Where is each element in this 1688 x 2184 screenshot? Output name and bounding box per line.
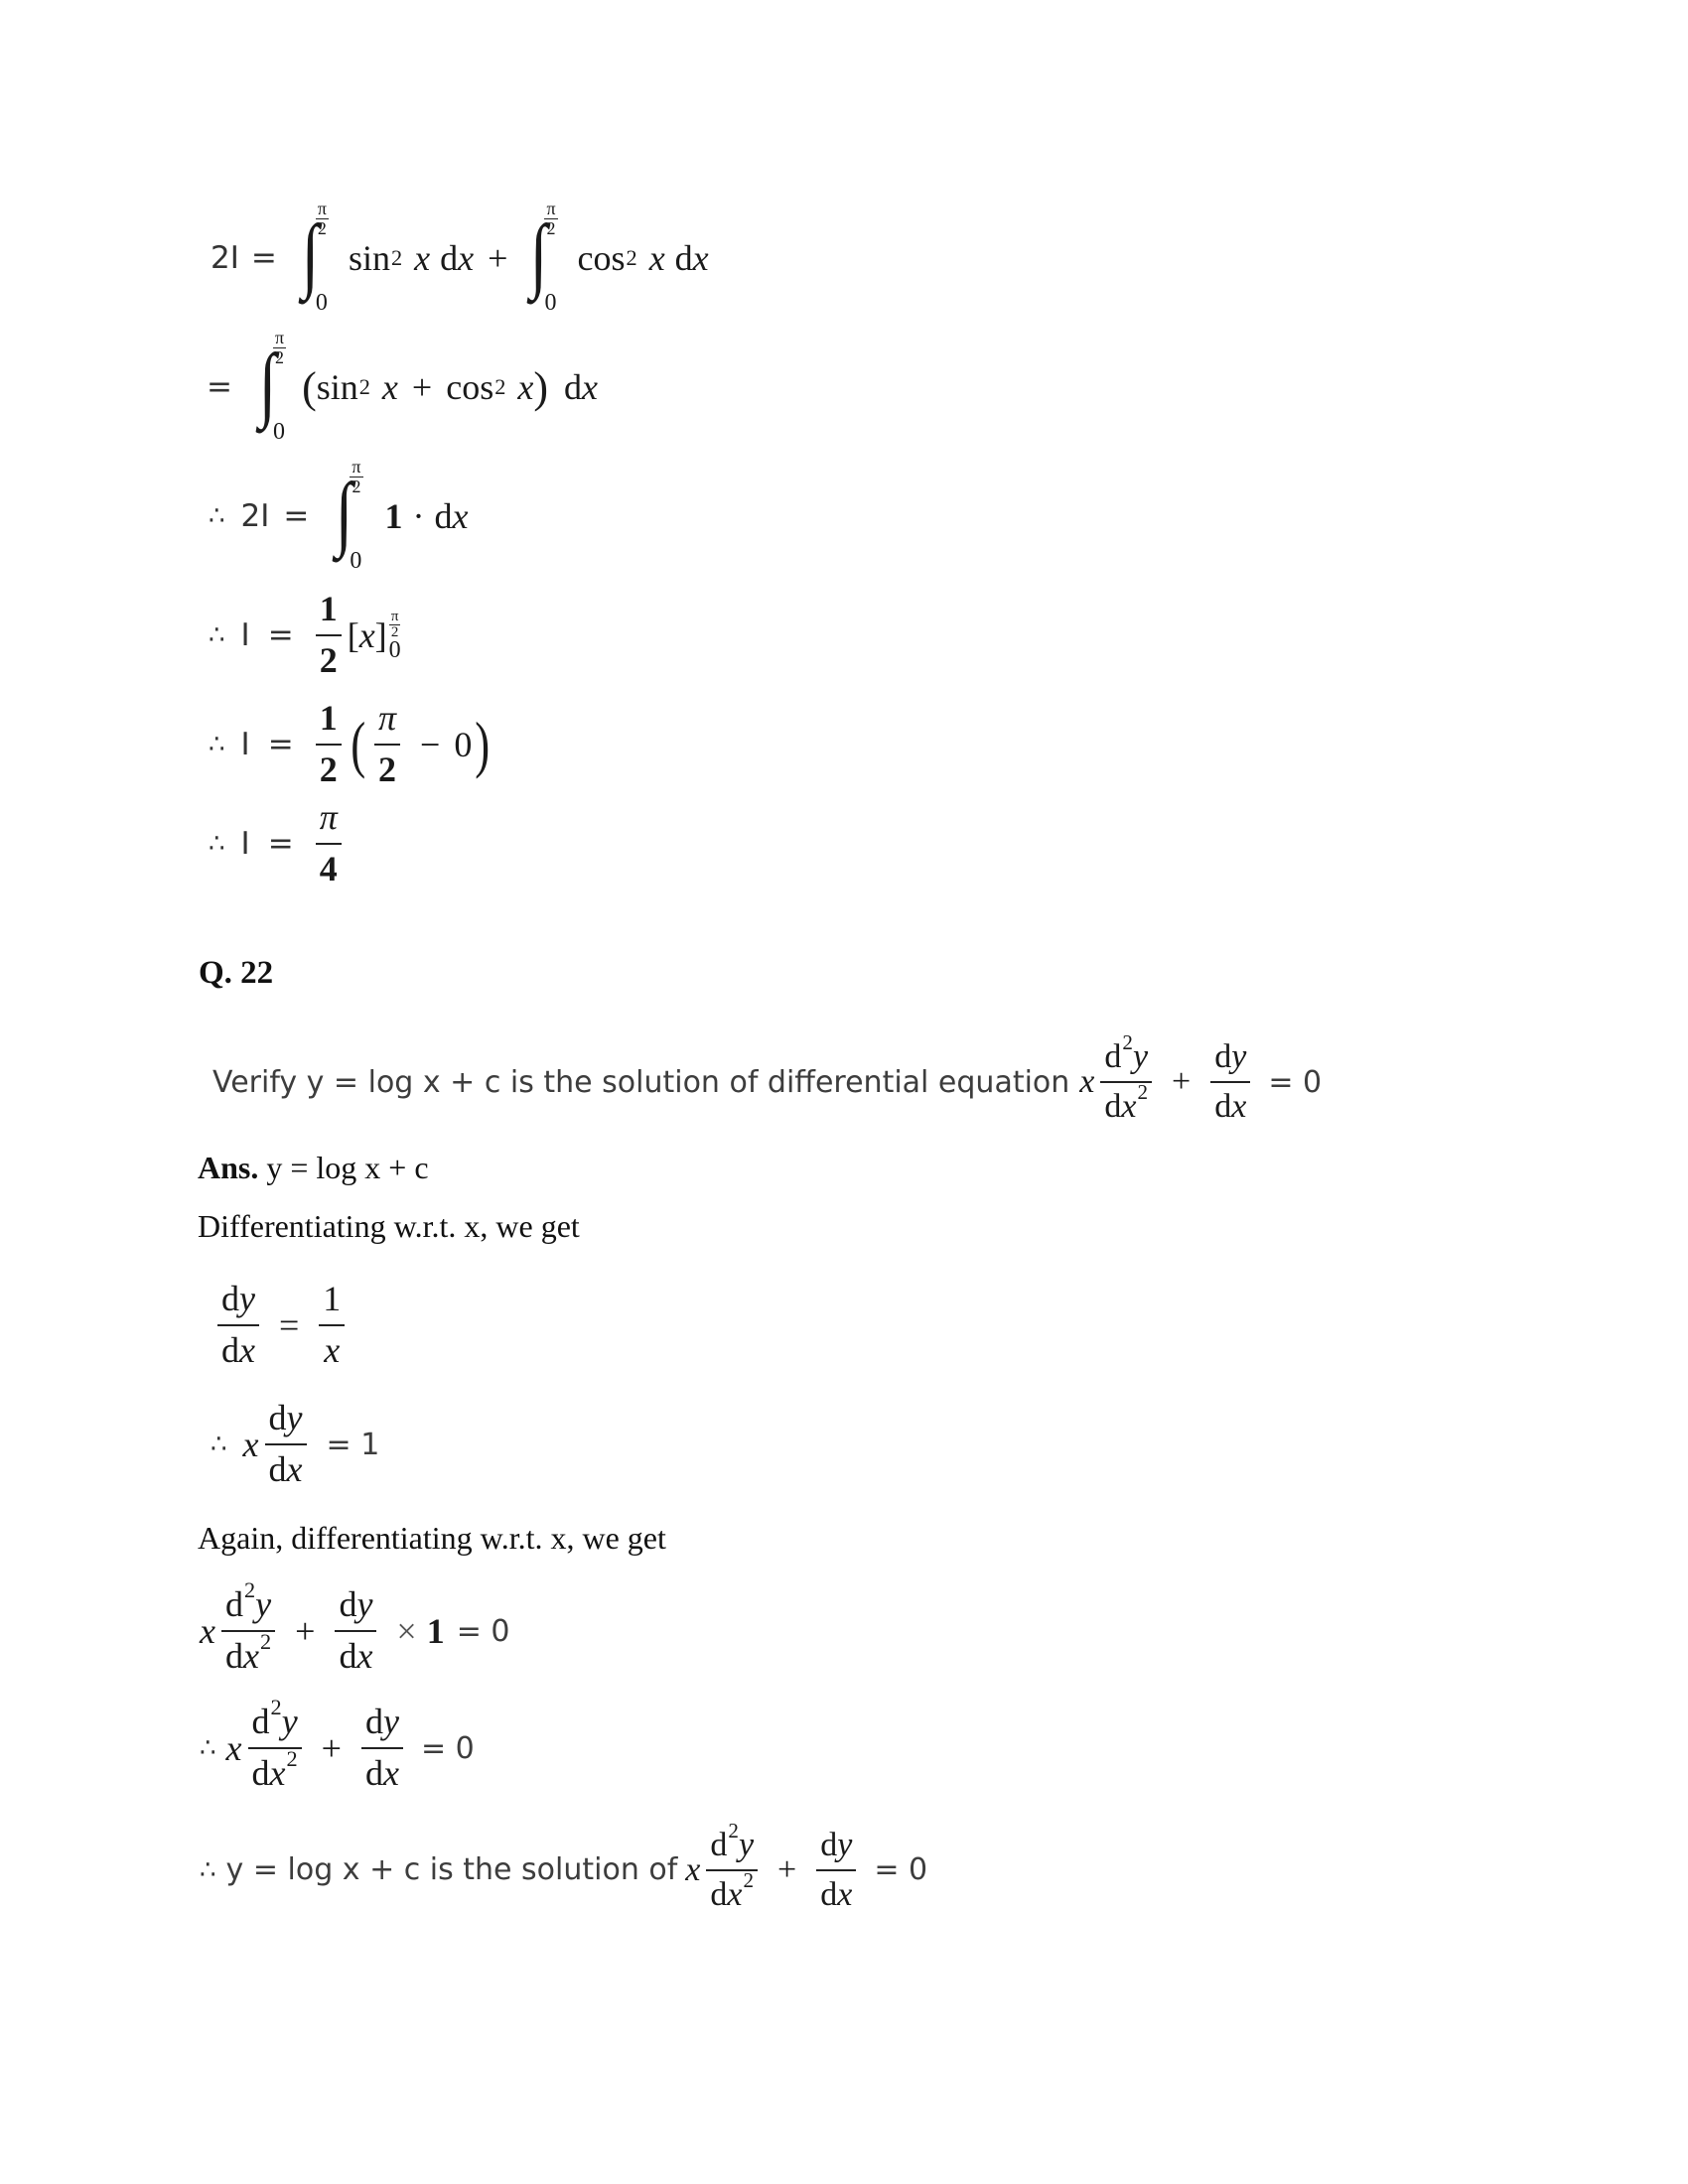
equation-line-3: ∴ 2I = ∫ π 2 0 1 · d x (209, 457, 469, 574)
equals: = (207, 369, 232, 405)
question-text: Verify y = log x + c is the solution of differential equation (212, 1064, 1070, 1100)
integral: ∫ π 2 0 (336, 457, 362, 574)
question-text-line (212, 1023, 1322, 1142)
integral-1: ∫ π 2 0 (301, 199, 328, 316)
answer-line (198, 1150, 429, 1186)
therefore-symbol: ∴ (200, 1854, 216, 1885)
integral-sign-icon: ∫ (336, 467, 353, 559)
therefore-symbol: ∴ (209, 730, 225, 759)
equation-line-5: ∴ I = $\frac{1}{2}$ ( $\frac{\pi}{2}$ − 0 ) (209, 698, 491, 789)
question-label: Q. 22 (199, 955, 274, 991)
therefore-symbol: ∴ (209, 829, 225, 859)
step3-equation: x $\frac{d^2y}{dx^2}$ + $\frac{dy}{dx}$ × 1 = 0 (200, 1577, 510, 1676)
equation-line-4: ∴ I = $\frac{1}{2}$ [ x ] π 2 0 (209, 589, 401, 680)
conclusion-text: y = log x + c is the solution of (225, 1852, 678, 1887)
fraction: $\frac{\pi}{2}$ (374, 700, 400, 789)
conclusion-line: ∴ y = log x + c is the solution of x $\frac{d^2y}{dx^2}$ + $\frac{dy}{dx}$ = 0 (200, 1818, 928, 1913)
step3-text: Again, differentiating w.r.t. x, we get (198, 1520, 666, 1556)
therefore-symbol: ∴ (211, 1430, 227, 1459)
equation-line-1: 2I = ∫ π 2 0 sin 2 x d x + ∫ π 2 0 cos 2 x d x (211, 199, 709, 316)
equation-line-6: ∴ I = $\frac{\pi}{4}$ (209, 799, 348, 888)
fraction: $\frac{\pi}{4}$ (316, 799, 342, 888)
integral-sign-icon: ∫ (301, 208, 319, 301)
therefore-symbol: ∴ (209, 620, 225, 650)
step4-equation: ∴ x $\frac{d^2y}{dx^2}$ + $\frac{dy}{dx}$ = 0 (200, 1695, 475, 1793)
integral-sign-icon: ∫ (258, 338, 277, 430)
step1-equation: $\frac{dy}{dx}$ = $\frac{1}{x}$ (211, 1271, 351, 1380)
equals: = (250, 240, 277, 276)
question-equation: x $\frac{d^2y}{dx^2}$ + $\frac{dy}{dx}$ = 0 (1079, 1030, 1323, 1125)
lhs: 2I (211, 240, 239, 276)
fraction: $\frac{1}{2}$ (316, 700, 342, 789)
evaluation-limits: π 2 0 (388, 608, 401, 663)
answer-statement: y = log x + c (266, 1150, 429, 1185)
plus: + (488, 238, 508, 278)
integral-sign-icon: ∫ (530, 208, 548, 301)
fraction: $\frac{1}{2}$ (316, 591, 342, 680)
step2-equation: ∴ x $\frac{dy}{dx}$ = 1 (211, 1398, 380, 1489)
integral-2: ∫ π 2 0 (530, 199, 557, 316)
answer-label: Ans. (198, 1150, 259, 1185)
equation-line-2: = ∫ π 2 0 ( sin 2 x + cos 2 x ) d x (207, 328, 598, 445)
integral: ∫ π 2 0 (258, 328, 285, 445)
step1-text: Differentiating w.r.t. x, we get (198, 1208, 580, 1244)
therefore-symbol: ∴ (209, 501, 225, 531)
therefore-symbol: ∴ (200, 1733, 216, 1763)
